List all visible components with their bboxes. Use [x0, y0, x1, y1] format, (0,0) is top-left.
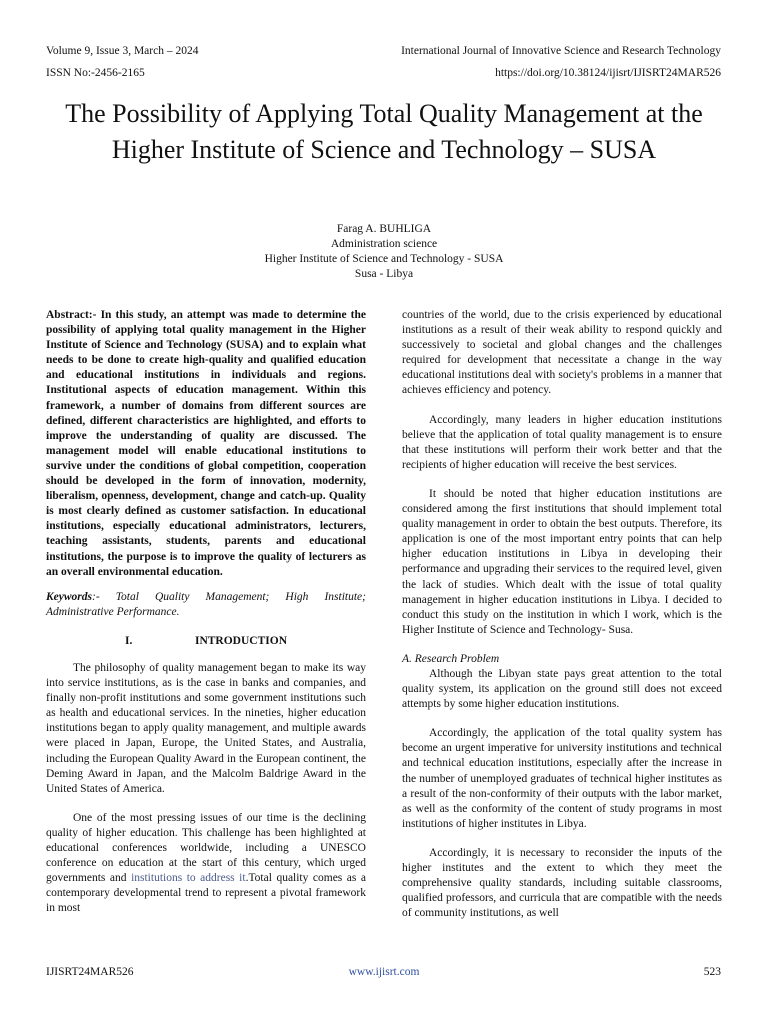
paper-title: The Possibility of Applying Total Quality Management at the Higher Institute of Science and Technology – SUSA: [65, 99, 703, 164]
keywords-text: :- Total Quality Management; High Institute; Administrative Performance.: [46, 590, 366, 618]
intro-paragraph-2-end: .Total quality comes as a contemporary developmental trend to represent a pivotal framework in most: [46, 872, 367, 915]
abstract-label: Abstract:-: [46, 309, 97, 321]
author-department: Administration science: [330, 238, 438, 250]
intro-paragraph-2: [46, 811, 366, 917]
keywords: [46, 590, 366, 620]
right-column: [402, 308, 722, 921]
author-block: [0, 222, 768, 282]
abstract-text: In this study, an attempt was made to determine the possibility of applying total quality management in the Higher Institute of Science and Technology (SUSA) and to explain what needs to be done to create high-quality and qualified education and educational institutions in individuals and regions. Institutional aspects of education management. Within this framework, a number of domains from different sources are defined, different characteristics are highlighted, and efforts to improve the understanding of quality are discussed. The management model will enable educational institutions to survive under the conditions of global competition, cooperation should be developed in the form of innovation, modernity, liberalism, openness, development, change and catch-up. Quality is most clearly defined as customer satisfaction. In educational institutions, especially educational administrators, lecturers, teaching assistants, students, parents and educational institutions, the purpose is to improve the quality of lecturers as an overall environmental education.: [46, 309, 366, 578]
intro-paragraph-1: The philosophy of quality management began to make its way into service institutions, as is the case in banks and companies, and finally non-profit institutions and some government institutions such as health and educational services. In the nineties, higher education institutions began to apply quality management, and multiple awards were placed in Japan, Europe, the United States, and Australia, including the European Quality Award in the European continent, the Deming Award in Japan, and the Malcolm Baldrige Award in the United States of America.: [46, 661, 366, 795]
section-number: I.: [124, 634, 133, 647]
journal-issn: ISSN No:-2456-2165: [46, 67, 145, 79]
citation-link[interactable]: institutions to address it: [131, 872, 246, 885]
author-name: Farag A. BUHLIGA: [336, 223, 432, 235]
body-paragraph-reconsider-inputs: Accordingly, it is necessary to reconsider the inputs of the higher institutes and the extent to which they meet the comprehensive quality standards, including suitable classrooms, qualified professors, and curricula that are compatible with the needs of community institutions, as well: [402, 846, 722, 920]
body-paragraph-continued: countries of the world, due to the crisis experienced by educational institutions as a result of their weak ability to respond quickly and successively to societal and global changes and the challenges required for development that necessitate a change in the way educational institutions deal with society's problems in a manner that achieves efficiency and potency.: [402, 309, 722, 397]
body-paragraph-leaders: Accordingly, many leaders in higher education institutions believe that the application of total quality management is to ensure that these institutions will perform their work better and that the recipients of higher education will receive the best services.: [402, 413, 722, 471]
author-institution: Higher Institute of Science and Technology - SUSA: [264, 253, 504, 265]
subsection-heading-research-problem: A. Research Problem: [402, 652, 500, 665]
footer-page-number: 523: [703, 966, 721, 978]
section-heading-introduction: [46, 634, 366, 649]
section-title: INTRODUCTION: [194, 634, 287, 647]
intro-paragraph-2-start: One of the most pressing issues of our time is the declining quality of higher education. This challenge has been highlighted at educational conferences worldwide, including a UNESCO conference on education at the start of this century, which urged governments and: [46, 811, 366, 885]
body-paragraph-libyan-state: Although the Libyan state pays great attention to the total quality system, its application on the ground still does not exceed attempts by some higher education institutions.: [402, 667, 722, 711]
left-column: [46, 308, 366, 916]
journal-volume: Volume 9, Issue 3, March ‒ 2024: [46, 45, 199, 57]
body-paragraph-urgent-imperative: Accordingly, the application of the total quality system has become an urgent imperative for university institutions and technical and technical education institutions, especially after the increase in the number of unemployed graduates of technical higher institutes as a result of the non-conformity of their outputs with the labor market, as well as the conformity of the content of study programs in most institutions of higher institutes in Libya.: [402, 727, 722, 830]
keywords-label: Keywords: [46, 590, 92, 603]
footer-paper-id: IJISRT24MAR526: [46, 966, 134, 978]
abstract: [46, 308, 366, 580]
footer-site: [0, 965, 768, 979]
author-location: Susa - Libya: [354, 268, 414, 280]
journal-name: International Journal of Innovative Science and Research Technology: [401, 45, 721, 57]
paper-doi[interactable]: https://doi.org/10.38124/ijisrt/IJISRT24MAR526: [495, 67, 721, 79]
body-paragraph-institutions: It should be noted that higher education institutions are considered among the first institutions that should implement total quality management in order to obtain the best outputs. Therefore, its application is one of the most important entry points that can help higher education institutions in Libya in developing their performance and upgrading their services to the required level, given the lack of studies. Which dealt with the issue of total quality management in higher education institutions in Libya. I decided to conduct this study on the institution in which I work, which is the Higher Institute of Science and Technology- Susa.: [402, 487, 722, 636]
footer-site-link[interactable]: www.ijisrt.com: [348, 966, 420, 978]
